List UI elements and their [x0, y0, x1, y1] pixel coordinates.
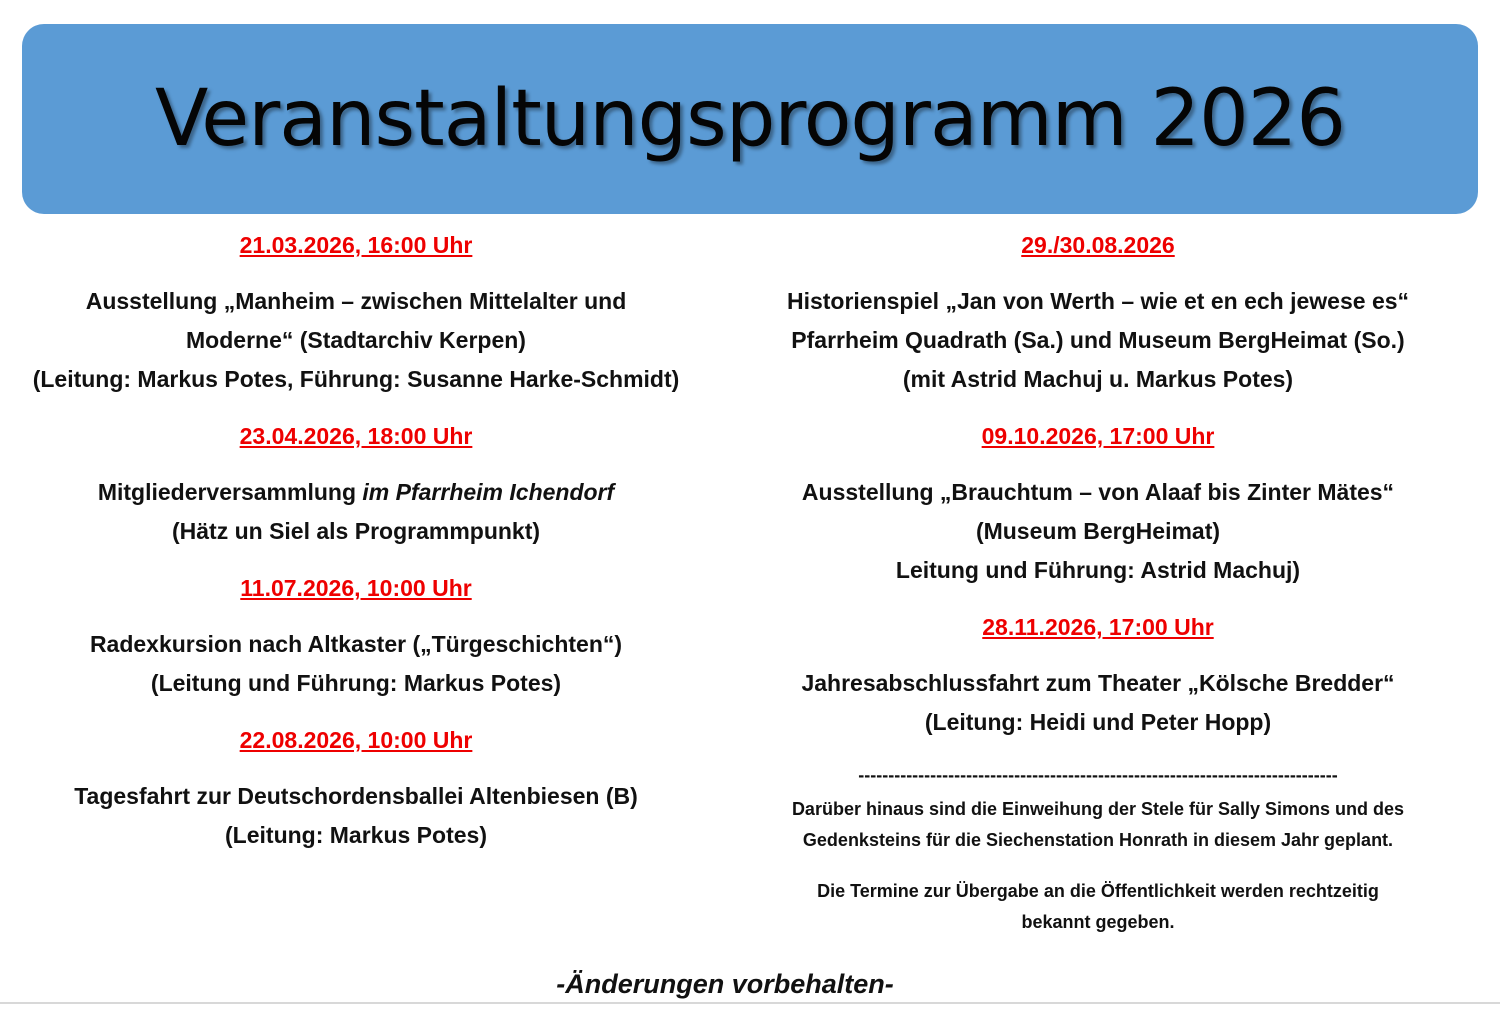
event-item [16, 417, 696, 551]
note-text: Gedenksteins für die Siechenstation Honrath in diesem Jahr geplant. [802, 830, 1394, 850]
event-description: Jahresabschlussfahrt zum Theater „Kölsche Bredder“ [801, 670, 1395, 696]
event-description: Radexkursion nach Altkaster („Türgeschichten“) [89, 631, 623, 657]
event-description: Moderne“ (Stadtarchiv Kerpen) [186, 327, 526, 353]
event-leadership: (Leitung: Heidi und Peter Hopp) [924, 709, 1272, 735]
dashed-divider: -------------------------------------------------------------------------------- [858, 765, 1338, 785]
event-leadership: (mit Astrid Machuj u. Markus Potes) [902, 366, 1294, 392]
left-column [16, 226, 696, 855]
page-title: Veranstaltungsprogramm 2026 [154, 74, 1346, 164]
event-leadership: (Leitung und Führung: Markus Potes) [150, 670, 562, 696]
event-description [16, 473, 696, 512]
event-description: Ausstellung „Brauchtum – von Alaaf bis Zinter Mätes“ [801, 479, 1395, 505]
event-location: im Pfarrheim Ichendorf [362, 479, 615, 505]
note-text: Die Termine zur Übergabe an die Öffentlichkeit werden rechtzeitig [817, 881, 1379, 901]
event-details: (Hätz un Siel als Programmpunkt) [171, 518, 541, 544]
event-location: (Museum BergHeimat) [975, 518, 1221, 544]
event-description: Ausstellung „Manheim – zwischen Mittelalter und [85, 288, 627, 314]
event-item [16, 569, 696, 703]
title-banner [22, 24, 1478, 214]
event-date: 28.11.2026, 17:00 Uhr [982, 614, 1214, 640]
event-date: 11.07.2026, 10:00 Uhr [240, 575, 472, 601]
note-text: bekannt gegeben. [1021, 912, 1175, 932]
event-location: Pfarrheim Quadrath (Sa.) und Museum BergHeimat (So.) [791, 327, 1405, 353]
event-date: 29./30.08.2026 [1021, 232, 1175, 258]
footer-disclaimer: -Änderungen vorbehalten- [556, 969, 894, 999]
event-description: Tagesfahrt zur Deutschordensballei Altenbiesen (B) [74, 783, 638, 809]
bottom-divider [0, 1002, 1500, 1004]
event-date: 21.03.2026, 16:00 Uhr [239, 232, 473, 258]
event-date: 23.04.2026, 18:00 Uhr [239, 423, 473, 449]
event-description: Historienspiel „Jan von Werth – wie et en ech jewese es“ [786, 288, 1410, 314]
event-item [760, 608, 1436, 742]
event-item [760, 417, 1436, 590]
event-leadership: Leitung und Führung: Astrid Machuj) [895, 557, 1301, 583]
event-date: 22.08.2026, 10:00 Uhr [239, 727, 473, 753]
event-leadership: (Leitung: Markus Potes) [225, 822, 487, 848]
event-item [16, 721, 696, 855]
event-item [16, 226, 696, 399]
event-item [760, 226, 1436, 399]
note-text: Darüber hinaus sind die Einweihung der Stele für Sally Simons und des [791, 799, 1405, 819]
event-date: 09.10.2026, 17:00 Uhr [981, 423, 1215, 449]
event-leadership: (Leitung: Markus Potes, Führung: Susanne Harke-Schmidt) [32, 366, 680, 392]
event-title: Mitgliederversammlung [97, 479, 363, 505]
right-column [760, 226, 1436, 938]
